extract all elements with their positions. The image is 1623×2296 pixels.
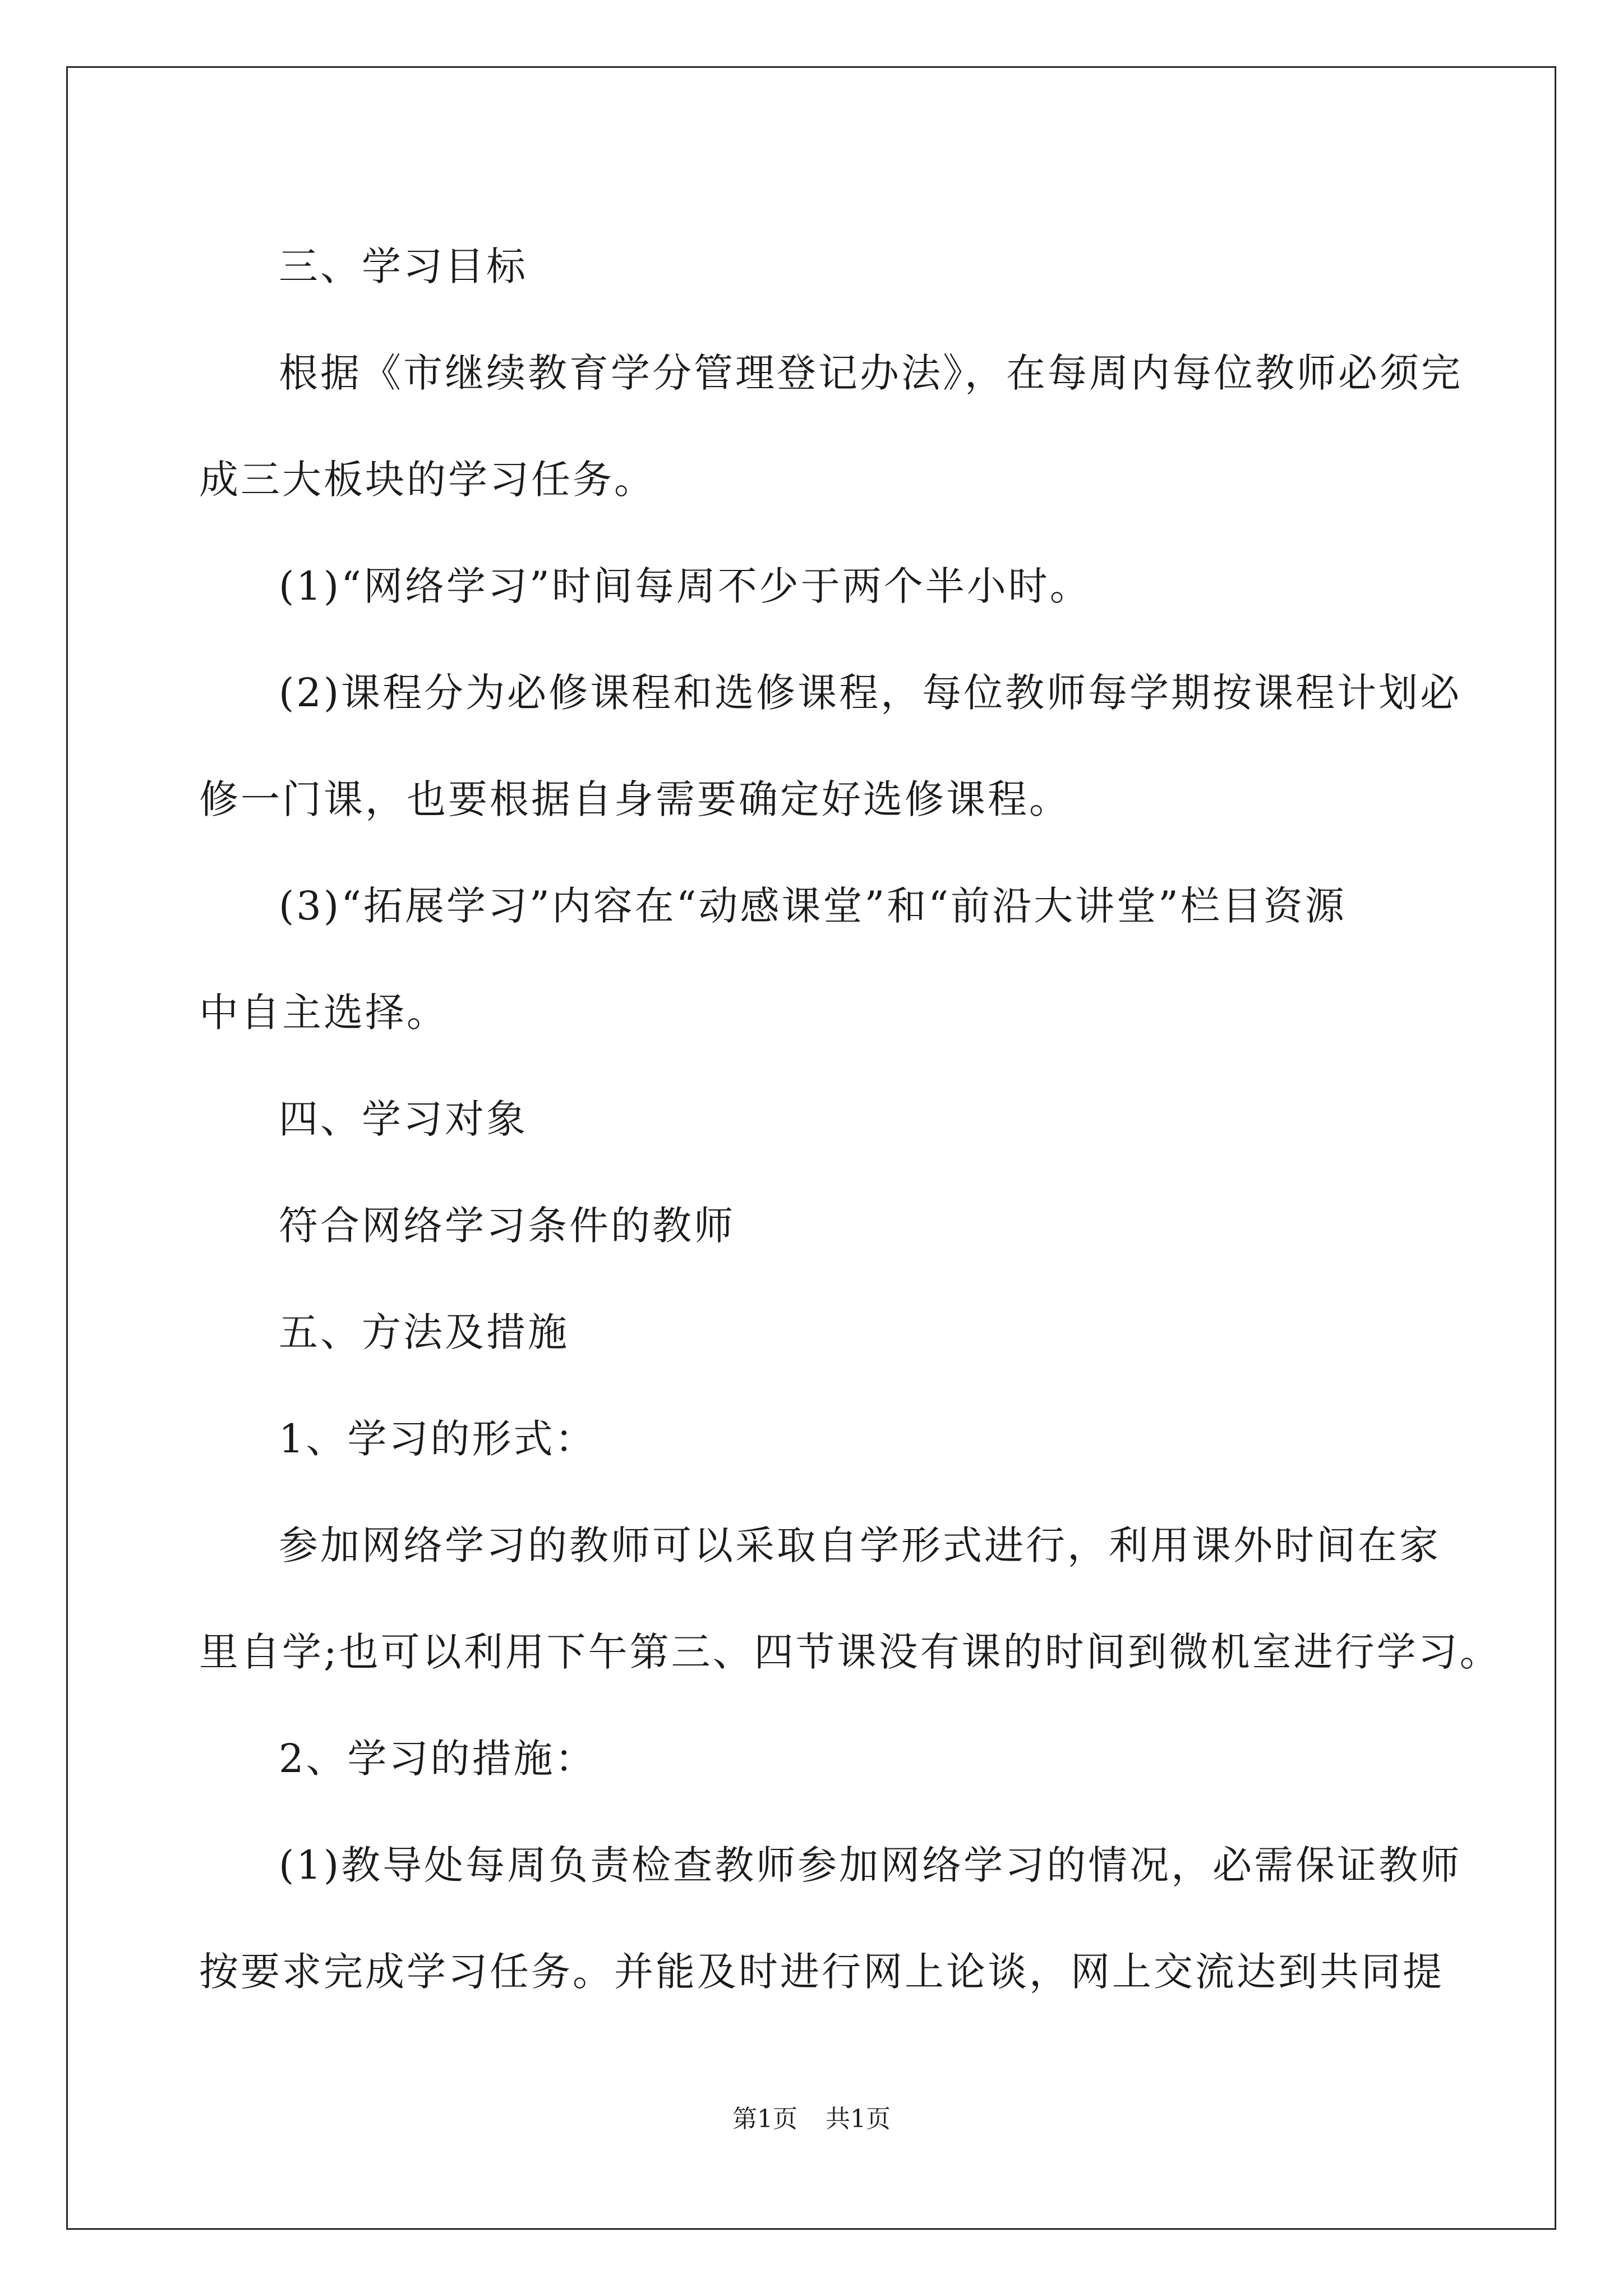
heading-learning-target: 四、学习对象 xyxy=(279,1096,528,1142)
measure-item-1: (1)教导处每周负责检查教师参加网络学习的情况，必需保证教师 xyxy=(279,1842,1462,1888)
paragraph-target: 符合网络学习条件的教师 xyxy=(279,1203,735,1249)
list-item-2-cont: 修一门课，也要根据自身需要确定好选修课程。 xyxy=(199,776,1071,822)
list-item-1: (1)“网络学习”时间每周不少于两个半小时。 xyxy=(279,563,1091,609)
paragraph-goals-intro: 根据《市继续教育学分管理登记办法》，在每周内每位教师必须完 xyxy=(279,350,1463,396)
subheading-measures: 2、学习的措施： xyxy=(279,1736,597,1782)
measure-item-1-cont: 按要求完成学习任务。并能及时进行网上论谈，网上交流达到共同提 xyxy=(199,1949,1444,1995)
paragraph-form-cont: 里自学;也可以利用下午第三、四节课没有课的时间到微机室进行学习。 xyxy=(199,1629,1501,1675)
list-item-3-cont: 中自主选择。 xyxy=(199,990,448,1036)
heading-learning-goals: 三、学习目标 xyxy=(279,243,528,289)
page-number-current: 第1页 xyxy=(732,2105,797,2133)
paragraph-form: 参加网络学习的教师可以采取自学形式进行，利用课外时间在家 xyxy=(279,1522,1441,1568)
list-item-3: (3)“拓展学习”内容在“动感课堂”和“前沿大讲堂”栏目资源 xyxy=(279,883,1347,929)
document-body xyxy=(199,213,1501,2025)
paragraph-goals-intro-cont: 成三大板块的学习任务。 xyxy=(199,457,656,503)
page-number-total: 共1页 xyxy=(826,2105,891,2133)
subheading-form: 1、学习的形式： xyxy=(279,1416,597,1462)
page-footer xyxy=(0,2102,1623,2136)
list-item-2: (2)课程分为必修课程和选修课程，每位教师每学期按课程计划必 xyxy=(279,670,1462,716)
heading-methods: 五、方法及措施 xyxy=(279,1309,569,1355)
